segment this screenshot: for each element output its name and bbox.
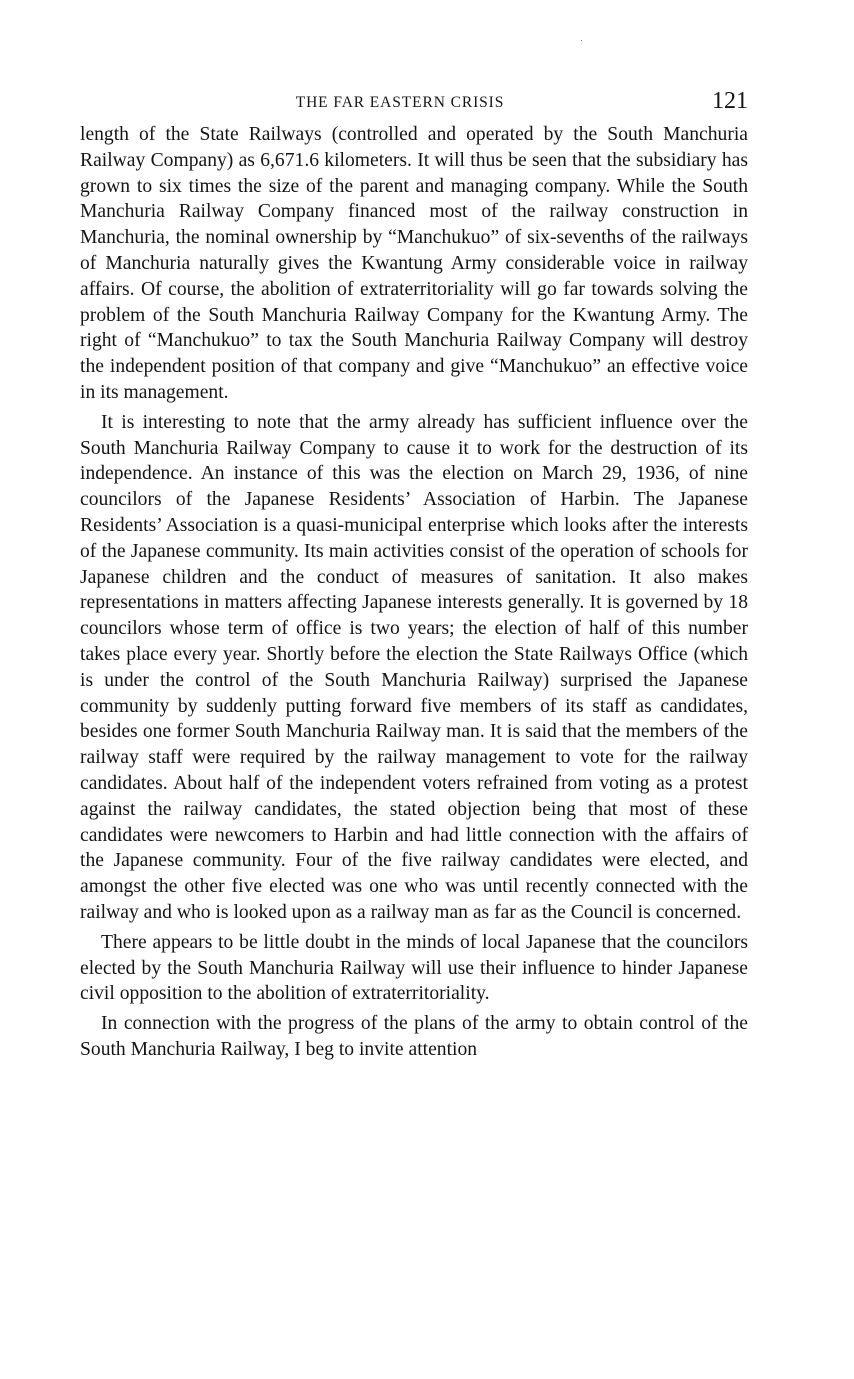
running-head xyxy=(80,88,748,122)
running-head-title: THE FAR EASTERN CRISIS xyxy=(295,94,505,111)
book-page xyxy=(80,88,748,1067)
page-number: 121 xyxy=(712,88,748,114)
paragraph-army-plans: In connection with the progress of the plans of the army to obtain control of the South Manchuria Railway, I beg to invite attention xyxy=(80,1013,748,1060)
scan-speck xyxy=(581,40,582,41)
paragraph-residents-association: It is interesting to note that the army already has sufficient influence over the South Manchuria Railway Company to cause it to work for the destruction of its independence. An instance of this was the election on March 29, 1936, of nine councilors of the Japanese Residents’ Association of Harbin. The Japanese Residents’ Association is a quasi-municipal enterprise which looks after the interests of the Japanese community. Its main activities consist of the operation of schools for Japanese children and the conduct of measures of sanitation. It also makes representations in matters affecting Japanese interests generally. It is governed by 18 councilors whose term of office is two years; the election of half of this number takes place every year. Shortly before the election the State Railways Office (which is under the control of the South Manchuria Railway) surprised the Japanese community by suddenly putting forward five members of its staff as candidates, besides one former South Manchuria Railway man. It is said that the members of the railway staff were required by the railway management to vote for the railway candidates. About half of the independent voters refrained from voting as a protest against the railway candidates, the stated objection being that most of these candidates were newcomers to Harbin and had little connection with the affairs of the Japanese community. Four of the five railway candidates were elected, and amongst the other five elected was one who was until recently connected with the railway and who is looked upon as a railway man as far as the Council is concerned. xyxy=(80,411,748,923)
paragraph-continued: length of the State Railways (controlled and operated by the South Manchuria Railway Company) as 6,671.6 kilometers. It will thus be seen that the subsidiary has grown to six times the size of the parent and managing company. While the South Manchuria Railway Company financed most of the railway construction in Manchuria, the nominal ownership by “Manchukuo” of six-sevenths of the railways of Manchuria naturally gives the Kwantung Army considerable voice in railway affairs. Of course, the abolition of extraterritoriality will go far towards solving the problem of the South Manchuria Railway Company for the Kwantung Army. The right of “Manchukuo” to tax the South Manchuria Railway Company will destroy the independent position of that company and give “Manchukuo” an effective voice in its management. xyxy=(80,124,748,403)
paragraph-councilors-influence: There appears to be little doubt in the minds of local Japanese that the councilors elected by the South Manchuria Railway will use their influence to hinder Japanese civil opposition to the abolition of extraterritoriality. xyxy=(80,931,748,1005)
body-text xyxy=(80,122,748,1063)
